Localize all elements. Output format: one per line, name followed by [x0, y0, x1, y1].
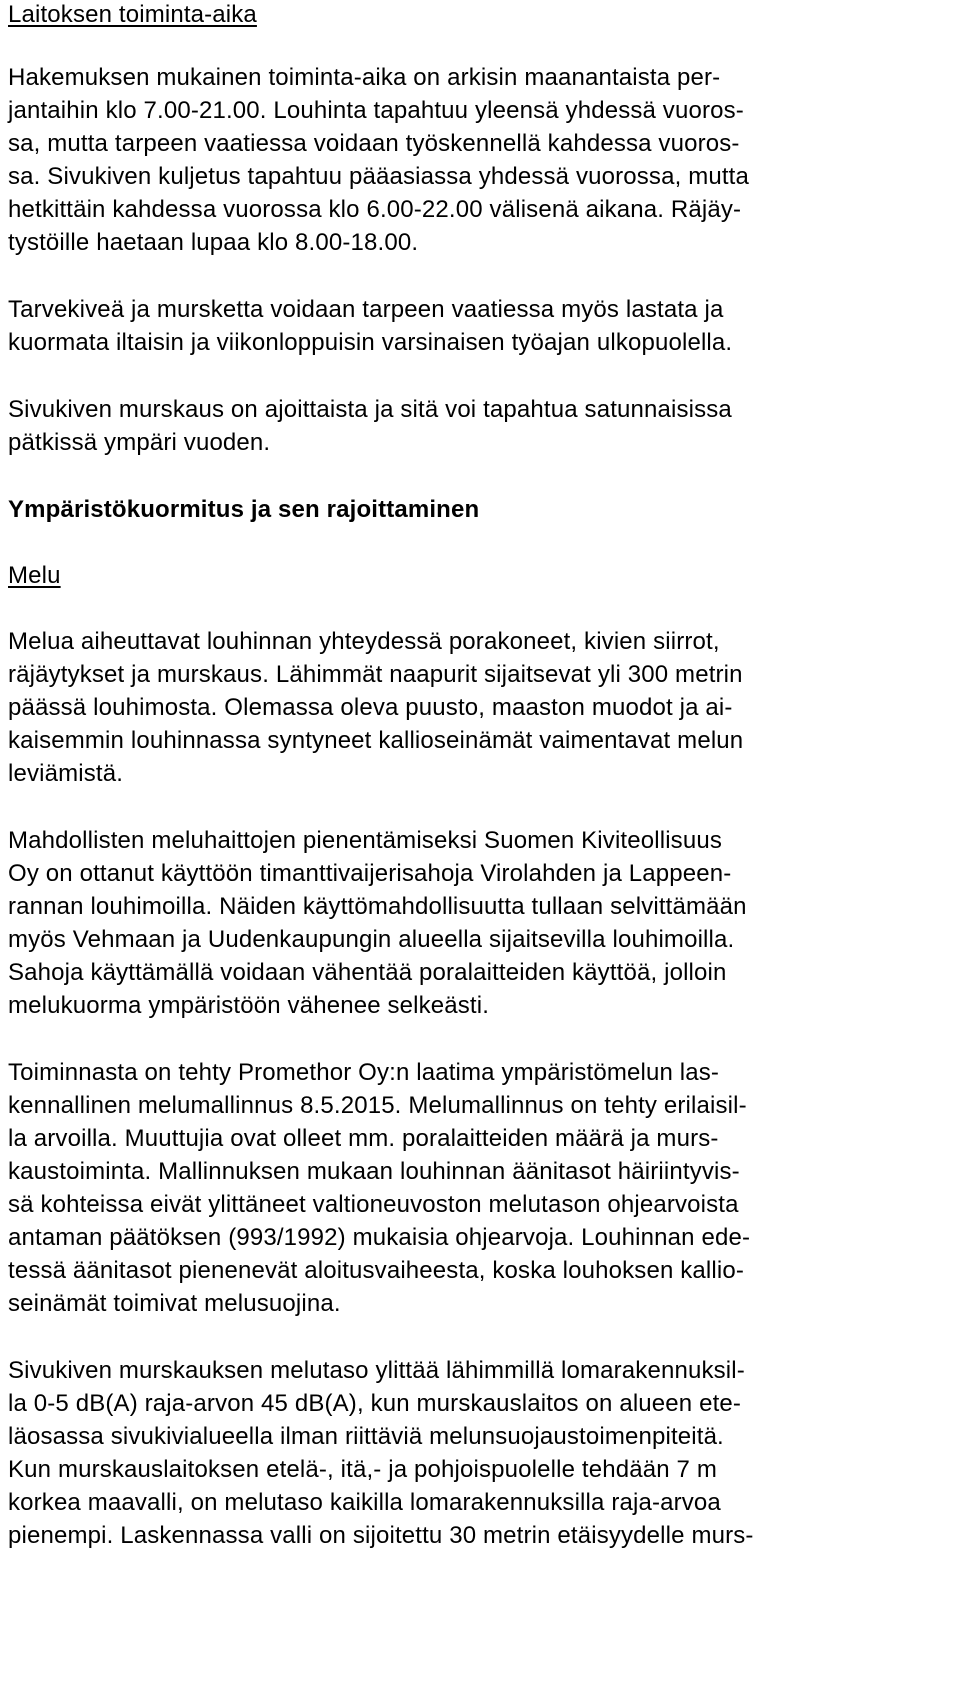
paragraph-line: seinämät toimivat melusuojina.: [8, 1290, 341, 1317]
paragraph-line: kuormata iltaisin ja viikonloppuisin varsinaisen työajan ulkopuolella.: [8, 329, 733, 356]
paragraph-line: kaustoiminta. Mallinnuksen mukaan louhinnan äänitasot häiriintyvis-: [8, 1158, 740, 1185]
paragraph-line: kaisemmin louhinnassa syntyneet kallioseinämät vaimentavat melun: [8, 727, 744, 754]
paragraph-line: pienempi. Laskennassa valli on sijoitettu 30 metrin etäisyydelle murs-: [8, 1522, 754, 1549]
subsection-heading: Melu: [8, 562, 61, 589]
paragraph-line: räjäytykset ja murskaus. Lähimmät naapurit sijaitsevat yli 300 metrin: [8, 661, 743, 688]
paragraph-line: päässä louhimosta. Olemassa oleva puusto, maaston muodot ja ai-: [8, 694, 733, 721]
paragraph-line: jantaihin klo 7.00-21.00. Louhinta tapahtuu yleensä yhdessä vuoros-: [8, 97, 744, 124]
paragraph-line: antaman päätöksen (993/1992) mukaisia ohjearvoja. Louhinnan ede-: [8, 1224, 751, 1251]
section-title: Laitoksen toiminta-aika: [8, 1, 257, 28]
paragraph-line: pätkissä ympäri vuoden.: [8, 429, 271, 456]
paragraph-line: tystöille haetaan lupaa klo 8.00-18.00.: [8, 229, 419, 256]
paragraph-line: Sivukiven murskauksen melutaso ylittää lähimmillä lomarakennuksil-: [8, 1357, 745, 1384]
paragraph-line: kennallinen melumallinnus 8.5.2015. Melumallinnus on tehty erilaisil-: [8, 1092, 747, 1119]
paragraph-line: Hakemuksen mukainen toiminta-aika on arkisin maanantaista per-: [8, 64, 721, 91]
paragraph-line: Kun murskauslaitoksen etelä-, itä,- ja pohjoispuolelle tehdään 7 m: [8, 1456, 717, 1483]
paragraph-line: myös Vehmaan ja Uudenkaupungin alueella sijaitsevilla louhimoilla.: [8, 926, 735, 953]
paragraph-line: Sahoja käyttämällä voidaan vähentää poralaitteiden käyttöä, jolloin: [8, 959, 727, 986]
paragraph-line: Tarvekiveä ja mursketta voidaan tarpeen vaatiessa myös lastata ja: [8, 296, 724, 323]
paragraph-line: rannan louhimoilla. Näiden käyttömahdollisuutta tullaan selvittämään: [8, 893, 747, 920]
paragraph-line: läosassa sivukivialueella ilman riittäviä melunsuojaustoimenpiteitä.: [8, 1423, 724, 1450]
paragraph-line: melukuorma ympäristöön vähenee selkeästi.: [8, 992, 490, 1019]
paragraph-line: sä kohteissa eivät ylittäneet valtioneuvoston melutason ohjearvoista: [8, 1191, 739, 1218]
section-heading: Ympäristökuormitus ja sen rajoittaminen: [8, 496, 480, 523]
paragraph-line: tessä äänitasot pienenevät aloitusvaiheesta, koska louhoksen kallio-: [8, 1257, 744, 1284]
paragraph-line: Melua aiheuttavat louhinnan yhteydessä porakoneet, kivien siirrot,: [8, 628, 720, 655]
paragraph-line: leviämistä.: [8, 760, 124, 787]
paragraph-line: korkea maavalli, on melutaso kaikilla lomarakennuksilla raja-arvoa: [8, 1489, 721, 1516]
paragraph-line: hetkittäin kahdessa vuorossa klo 6.00-22.00 välisenä aikana. Räjäy-: [8, 196, 742, 223]
paragraph-line: la 0-5 dB(A) raja-arvon 45 dB(A), kun murskauslaitos on alueen ete-: [8, 1390, 742, 1417]
paragraph-line: Oy on ottanut käyttöön timanttivaijerisahoja Virolahden ja Lappeen-: [8, 860, 732, 887]
paragraph-line: sa, mutta tarpeen vaatiessa voidaan työskennellä kahdessa vuoros-: [8, 130, 740, 157]
paragraph-line: la arvoilla. Muuttujia ovat olleet mm. poralaitteiden määrä ja murs-: [8, 1125, 719, 1152]
paragraph-line: sa. Sivukiven kuljetus tapahtuu pääasiassa yhdessä vuorossa, mutta: [8, 163, 749, 190]
paragraph-line: Toiminnasta on tehty Promethor Oy:n laatima ympäristömelun las-: [8, 1059, 720, 1086]
paragraph-line: Sivukiven murskaus on ajoittaista ja sitä voi tapahtua satunnaisissa: [8, 396, 732, 423]
paragraph-line: Mahdollisten meluhaittojen pienentämiseksi Suomen Kiviteollisuus: [8, 827, 722, 854]
